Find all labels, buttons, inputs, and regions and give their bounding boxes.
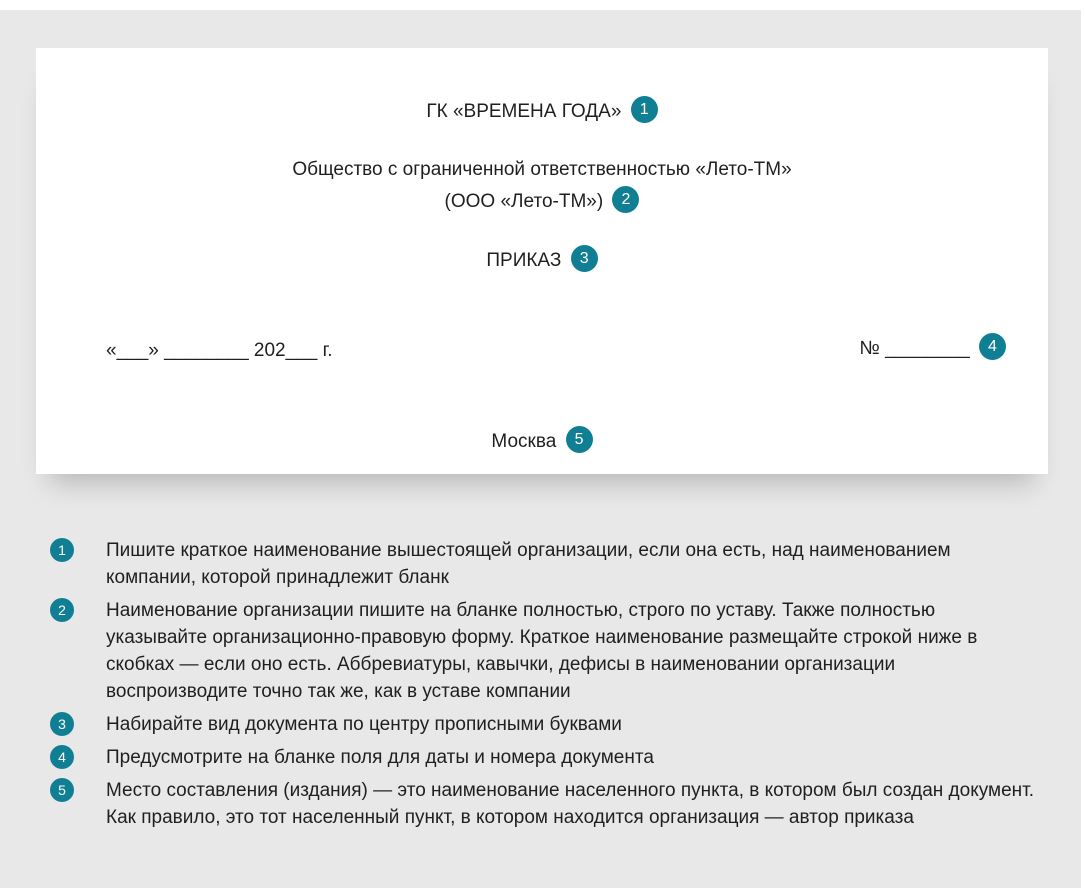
notes-list	[50, 537, 1040, 837]
note-text: Набирайте вид документа по центру прописными буквами	[106, 714, 622, 735]
number-field: № ________	[859, 338, 970, 359]
note-item	[50, 537, 1040, 591]
number-field-line	[860, 335, 1006, 363]
org-short-name: (ООО «Лето-ТМ»)	[444, 191, 604, 212]
date-field: «___» ________ 202___ г.	[106, 340, 333, 361]
note-item	[50, 777, 1040, 831]
doc-type-line	[36, 247, 1048, 275]
note-text: Пишите краткое наименование вышестоящей организации, если она есть, над наименованием компании, которой принадлежит бланк	[106, 540, 951, 588]
marker-5: 5	[566, 426, 593, 453]
group-name-line	[36, 98, 1048, 126]
note-text: Наименование организации пишите на бланке полностью, строго по уставу. Также полностью указывайте организационно-правовую форму. Краткое наименование размещайте строкой ниже в скобках — если оно есть. Аббревиатуры, кавычки, дефисы в наименовании организации воспроизводите точно так же, как в уставе компании	[106, 600, 978, 702]
note-item	[50, 744, 1040, 771]
note-badge: 1	[50, 538, 74, 562]
note-badge: 4	[50, 745, 74, 769]
place-line	[36, 428, 1048, 456]
marker-2: 2	[612, 186, 639, 213]
org-full-name: Общество с ограниченной ответственностью «Лето-ТМ»	[292, 159, 792, 180]
place: Москва	[491, 431, 557, 452]
group-name: ГК «ВРЕМЕНА ГОДА»	[426, 101, 622, 122]
marker-1: 1	[631, 96, 658, 123]
note-item	[50, 711, 1040, 738]
doc-type: ПРИКАЗ	[486, 250, 562, 271]
marker-3: 3	[571, 245, 598, 272]
note-item	[50, 597, 1040, 705]
note-badge: 3	[50, 712, 74, 736]
note-text: Место составления (издания) — это наименование населенного пункта, в котором был создан документ. Как правило, это тот населенный пункт, в котором находится организация — автор приказа	[106, 780, 1035, 828]
note-text: Предусмотрите на бланке поля для даты и номера документа	[106, 747, 654, 768]
marker-4: 4	[979, 333, 1006, 360]
org-short-name-line	[36, 188, 1048, 216]
document-form	[36, 48, 1048, 474]
note-badge: 2	[50, 598, 74, 622]
background-panel	[0, 10, 1081, 888]
note-badge: 5	[50, 778, 74, 802]
